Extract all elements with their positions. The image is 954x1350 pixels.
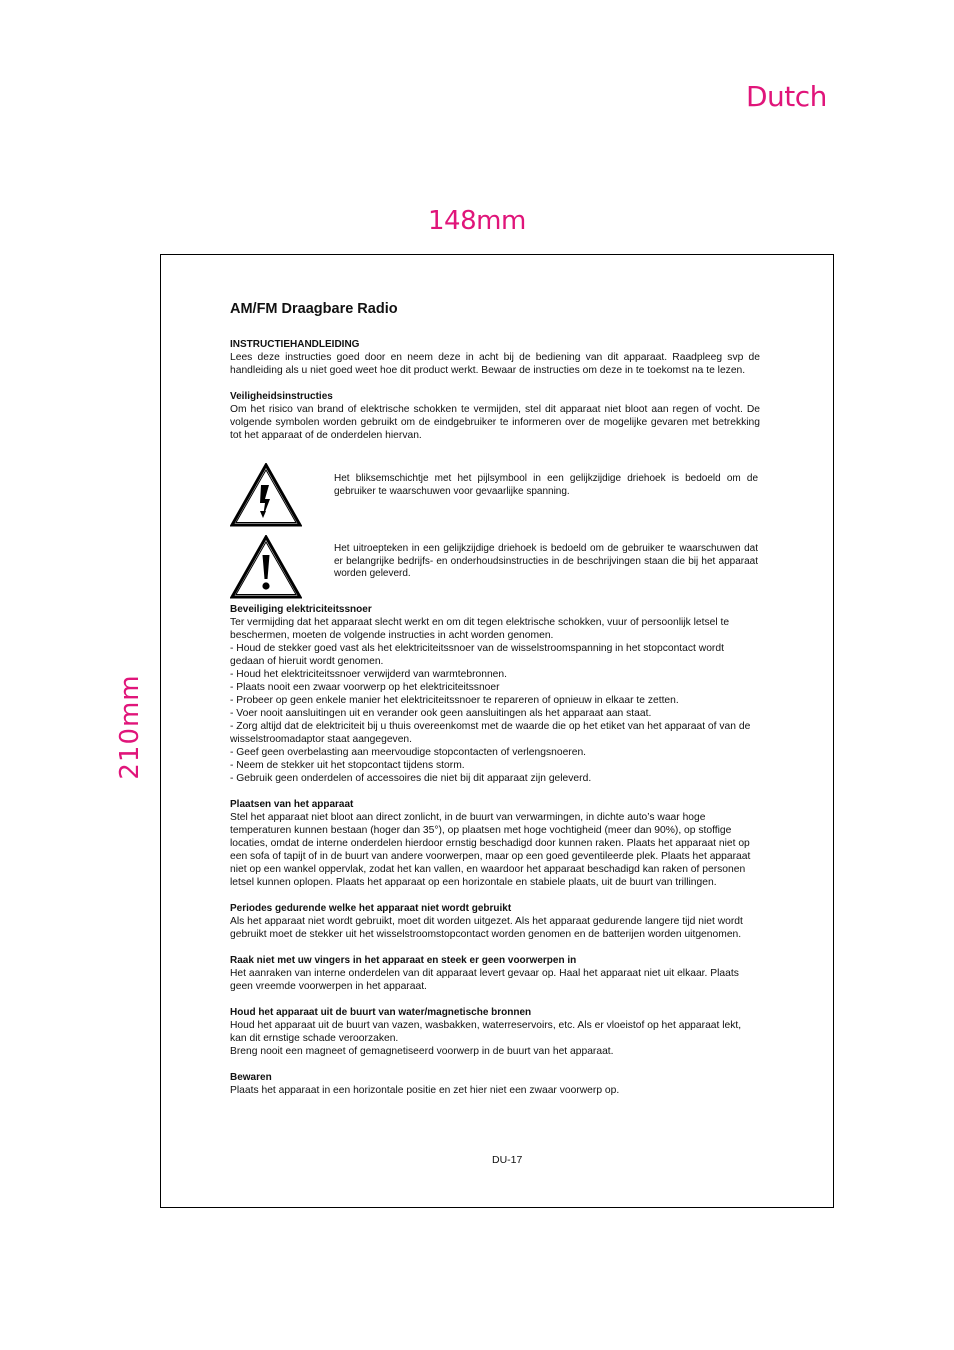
language-label: Dutch [746, 80, 827, 113]
warning-lightning-text: Het bliksemschichtje met het pijlsymbool in een gelijkzijdige driehoek is bedoeld om de gebruiker te waarschuwen voor gevaarlijke spanning. [334, 473, 758, 497]
section-text-safety: Om het risico van brand of elektrische schokken te vermijden, stel dit apparaat niet bloot aan regen of vocht. De volgende symbolen worden gebruikt om de eindgebruiker te informeren over de mogelijke gevaren met betrekking tot het apparaat of de onderdelen hiervan. [230, 404, 760, 441]
list-item: - Plaats nooit een zwaar voorwerp op het elektriciteitssnoer [230, 682, 500, 693]
section-heading-storage: Bewaren [230, 1072, 272, 1083]
section-heading-fingers: Raak niet met uw vingers in het apparaat en steek er geen voorwerpen in [230, 955, 577, 966]
list-item: - Probeer op geen enkele manier het elektriciteitssnoer te repareren of opnieuw in elkaar te zetten. [230, 695, 679, 706]
section-text-storage: Plaats het apparaat in een horizontale positie en zet hier niet een zwaar voorwerp op. [230, 1085, 620, 1096]
list-item: - Voer nooit aansluitingen uit en verander ook geen aansluitingen als het apparaat aan staat. [230, 708, 652, 719]
section-heading-intro: INSTRUCTIEHANDLEIDING [230, 339, 360, 350]
section-text-cord: Ter vermijding dat het apparaat slecht werkt en om dit tegen elektrische schokken, vuur of persoonlijk letsel te beschermen, moeten de volgende instructies in acht worden genomen. [230, 617, 730, 641]
warning-exclamation-row [230, 535, 760, 599]
list-item: - Houd de stekker goed vast als het elektriciteitssnoer van de wisselstroomspanning in het stopcontact wordt gedaan of hieruit wordt genomen. [230, 643, 724, 667]
document-title: AM/FM Draagbare Radio [230, 301, 398, 317]
page-number: DU-17 [492, 1154, 523, 1166]
list-item: - Houd het elektriciteitssnoer verwijderd van warmtebronnen. [230, 669, 508, 680]
list-item: - Geef geen overbelasting aan meervoudige stopcontacten of verlengsnoeren. [230, 747, 587, 758]
height-dimension-label: 210mm [115, 674, 145, 780]
section-heading-cord: Beveiliging elektriciteitssnoer [230, 604, 372, 615]
warning-exclamation-text: Het uitroepteken in een gelijkzijdige driehoek is bedoeld om de gebruiker te waarschuwen dat er belangrijke bedrijfs- en onderhoudsinstructies in de beschrijvingen staan die bij het apparaat worden geleverd. [334, 543, 758, 579]
section-text-intro: Lees deze instructies goed door en neem deze in acht bij de bediening van dit apparaat. Raadpleeg svp de handleiding als u niet goed weet hoe dit product werkt. Bewaar de instructies om deze in te toekomst na te lezen. [230, 352, 760, 376]
cord-instructions-list [230, 642, 760, 785]
section-text-fingers: Het aanraken van interne onderdelen van dit apparaat levert gevaar op. Haal het apparaat niet uit elkaar. Plaats geen vreemde voorwerpen in het apparaat. [230, 968, 739, 992]
list-item: - Neem de stekker uit het stopcontact tijdens storm. [230, 760, 465, 771]
lightning-warning-icon [230, 463, 302, 527]
section-heading-water: Houd het apparaat uit de buurt van water/magnetische bronnen [230, 1007, 532, 1018]
section-heading-unused: Periodes gedurende welke het apparaat niet wordt gebruikt [230, 903, 512, 914]
list-item: - Zorg altijd dat de elektriciteit bij u thuis overeenkomst met de waarde die op het etiket van het apparaat of van de wisselstroomadaptor staat aangegeven. [230, 721, 751, 745]
section-text-water: Houd het apparaat uit de buurt van vazen, wasbakken, waterreservoirs, etc. Als er vloeistof op het apparaat lekt, kan dit ernstige schade veroorzaken. [230, 1020, 742, 1044]
warning-lightning-row [230, 463, 760, 527]
section-heading-safety: Veiligheidsinstructies [230, 391, 333, 402]
section-text-placement: Stel het apparaat niet bloot aan direct zonlicht, in de buurt van verwarmingen, in dichte auto’s waar hoge temperaturen kunnen bestaan (hoger dan 35°), op plaatsen met hoge vochtigheid (meer dan 90%), op stoffige locaties, omdat de interne onderdelen hierdoor ernstig beschadigd door kunnen raken. Plaats het apparaat niet op een sofa of tapijt of in de buurt van andere voorwerpen, maar op een goed geventileerde plek. Plaats het apparaat niet op een wankel oppervlak, zodat het kan vallen, en waardoor het apparaat beschadigd kan raken of personen letsel kunnen oplopen. Plaats het apparaat op een horizontale en stabiele plaats, uit de buurt van trillingen. [230, 812, 751, 888]
width-dimension-label: 148mm [428, 206, 526, 236]
section-text-water-magnet: Breng nooit een magneet of gemagnetiseerd voorwerp in de buurt van het apparaat. [230, 1046, 614, 1057]
exclamation-warning-icon [230, 535, 302, 599]
section-heading-placement: Plaatsen van het apparaat [230, 799, 354, 810]
manual-content [230, 300, 760, 1097]
section-text-unused: Als het apparaat niet wordt gebruikt, moet dit worden uitgezet. Als het apparaat gedurende langere tijd niet wordt gebruikt moet de stekker uit het wisselstroomstopcontact worden genomen en de batterijen worden uitgenomen. [230, 916, 743, 940]
list-item: - Gebruik geen onderdelen of accessoires die niet bij dit apparaat zijn geleverd. [230, 773, 592, 784]
